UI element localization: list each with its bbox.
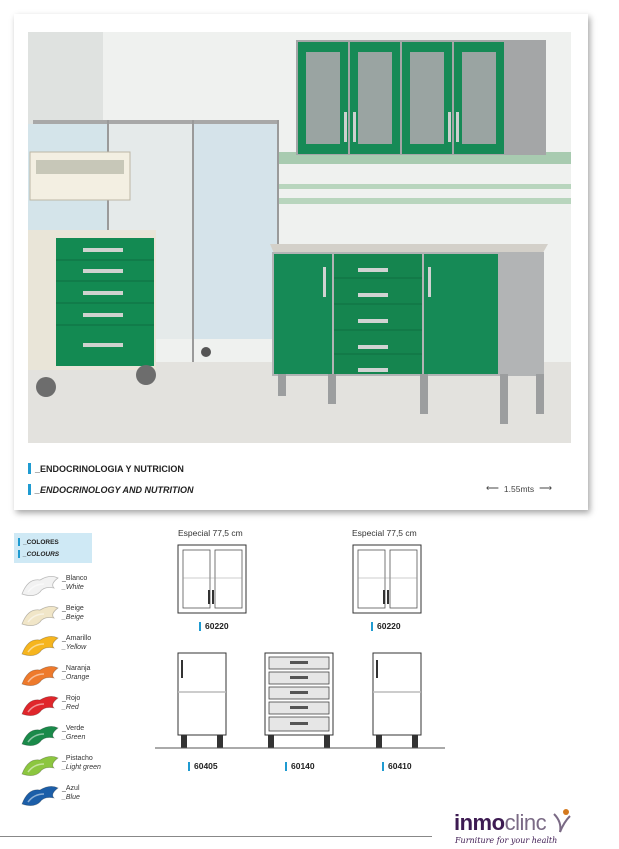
color-swatch: _Rojo _Red — [20, 692, 120, 720]
wall-right-label: Especial 77,5 cm — [352, 528, 417, 538]
color-swatch: _Blanco _White — [20, 572, 120, 600]
wall-cabinet-drawing-right — [353, 545, 421, 613]
paint-swatch-icon — [20, 752, 60, 780]
drawer-unit-drawing — [265, 653, 333, 748]
color-swatch: _Naranja _Orange — [20, 662, 120, 690]
wall-left-label: Especial 77,5 cm — [178, 528, 243, 538]
color-swatch: _Beige _Beige — [20, 602, 120, 630]
caption-english — [28, 484, 194, 495]
paint-swatch-icon — [20, 782, 60, 810]
paint-swatch-icon — [20, 692, 60, 720]
paint-swatch-icon — [20, 722, 60, 750]
color-swatch: _Amarillo _Yellow — [20, 632, 120, 660]
arrow-right-icon: ⟶ — [539, 483, 553, 493]
accent-bar — [28, 484, 31, 495]
dimension-value: 1.55mts — [503, 483, 535, 494]
footer-divider — [0, 836, 432, 837]
caption-english-text: _ENDOCRINOLOGY AND NUTRITION — [35, 484, 194, 495]
technical-drawings — [150, 520, 450, 780]
color-swatch: _Verde _Green — [20, 722, 120, 750]
base-cabinet-drawing-left — [178, 653, 226, 748]
code-base-center: 60140 — [285, 761, 315, 771]
person-icon — [552, 808, 572, 834]
caption-spanish — [28, 463, 184, 474]
color-swatch: _Pistacho _Light green — [20, 752, 120, 780]
arrow-left-icon: ⟵ — [486, 483, 499, 493]
code-base-right: 60410 — [382, 761, 412, 771]
dimension-label — [486, 483, 552, 494]
code-wall-right: 60220 — [371, 621, 401, 631]
color-swatch: _Azul _Blue — [20, 782, 120, 810]
brand-tagline: Furniture for your health — [455, 836, 558, 845]
colors-title-es: _COLORES — [23, 538, 59, 546]
base-cabinet-drawing-right — [373, 653, 421, 748]
colors-header — [14, 533, 92, 563]
caption-spanish-text: _ENDOCRINOLOGIA Y NUTRICION — [35, 463, 184, 474]
brand-logo: inmoclinc — [454, 808, 572, 836]
paint-swatch-icon — [20, 572, 60, 600]
code-base-left: 60405 — [188, 761, 218, 771]
room-photo — [28, 32, 571, 443]
paint-swatch-icon — [20, 602, 60, 630]
paint-swatch-icon — [20, 662, 60, 690]
accent-bar — [28, 463, 31, 474]
paint-swatch-icon — [20, 632, 60, 660]
code-wall-left: 60220 — [199, 621, 229, 631]
wall-cabinet-drawing-left — [178, 545, 246, 613]
colors-title-en: _COLOURS — [23, 550, 60, 558]
